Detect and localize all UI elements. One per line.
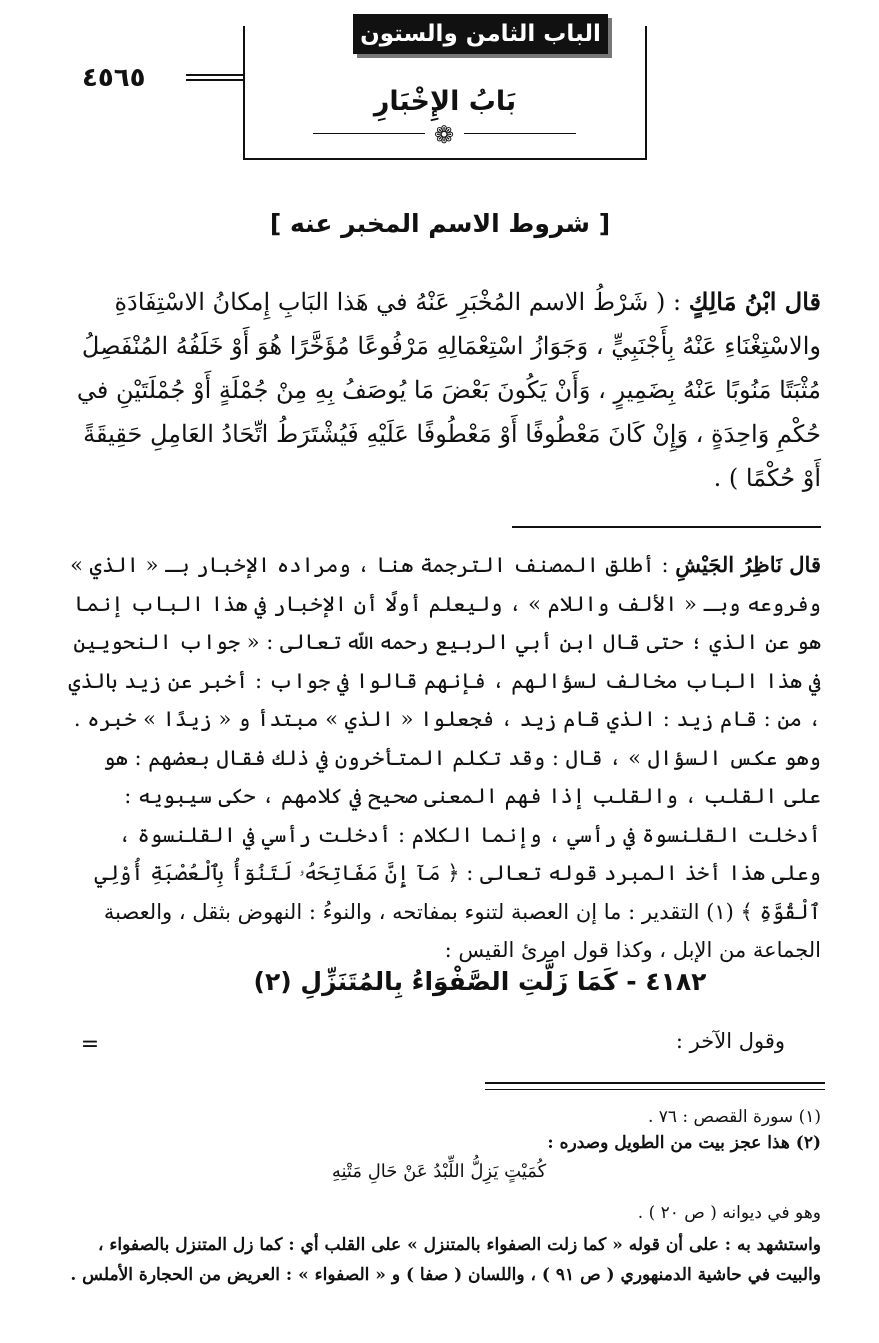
matn-text: : ( شَرْطُ الاسم المُخْبَرِ عَنْهُ في هَذا البَابِ إِمكانُ الاسْتِفَادَةِ والاسْتِغْنَاءِ عَنْهُ بِأَجْنَبِيٍّ ، وَجَوَازُ اسْتِعْمَالِهِ مَرْفُوعًا مُؤَخَّرًا هُوَ أَوْ خَلَفُهُ المُنْفَصِلُ مُثْبَتًا مَنُوبًا عَنْهُ بِضَمِيرٍ ، وَأَنْ يَكُونَ بَعْضَ مَا يُوصَفُ بِهِ مِنْ جُمْلَةٍ أَوْ جُمْلَتَيْنِ في حُكْمِ وَاحِدَةٍ ، وَإِنْ كَانَ مَعْطُوفًا أَوْ مَعْطُوفًا عَلَيْهِ فَيُشْتَرَطُ اتِّحَادُ العَامِلِ حَقِيقَةً أَوْ حُكْمًا ) . — [76, 288, 821, 492]
page-number-rule — [186, 79, 243, 81]
page-number: ٤٥٦٥ — [82, 63, 146, 93]
continuation-line: وقول الآخر : — [675, 1029, 785, 1053]
footnote: واستشهد به : على أن قوله « كما زلت الصفواء بالمتنزل » على القلب أي : كما زل المتنزل بالصفواء ، — [97, 1235, 821, 1255]
footnote: (١) سورة القصص : ٧٦ . — [647, 1107, 821, 1127]
footnote: والبيت في حاشية الدمنهوري ( ص ٩١ ) ، واللسان ( صفا ) و « الصفواء » : العريض من الحجارة الأملس . — [70, 1265, 821, 1285]
matn-speaker: قال ابْنُ مَالِكٍ — [688, 287, 821, 316]
section-title: [ شروط الاسم المخبر عنه ] — [269, 209, 611, 238]
chapter-label: الباب الثامن والستون — [353, 14, 608, 54]
footnote: (٢) هذا عجز بيت من الطويل وصدره : — [547, 1133, 821, 1153]
footnote-verse: كُمَيْتٍ يَزِلُّ اللِّبْدُ عَنْ حَالِ مَتْنِهِ — [331, 1161, 547, 1182]
matn-paragraph — [65, 280, 821, 500]
footnote: وهو في ديوانه ( ص ٢٠ ) . — [637, 1203, 821, 1223]
sharh-paragraph — [65, 546, 821, 970]
footnote-rule — [485, 1089, 825, 1090]
chapter-title: بَابُ الإِخْبَارِ — [373, 86, 517, 117]
ornament-rule — [464, 133, 576, 134]
matn-separator-rule — [512, 526, 821, 528]
flower-ornament-icon: ❁ — [433, 121, 455, 149]
page-number-rule — [186, 74, 243, 76]
verse-line: ٤١٨٢ - كَمَا زَلَّتِ الصَّفْوَاءُ بِالمُتَنَزِّلِ (٢) — [253, 967, 707, 996]
sharh-speaker: قال نَاظِرُ الجَيْشِ — [675, 552, 821, 577]
sharh-text: : أطلق المصنف الترجمة هنا ، ومراده الإخبار بـ « الذي » وفروعه وبـ « الألف واللام » ، وليعلم أولًا أن الإخبار في هذا الباب إنما هو عن الذي ؛ حتى قال ابن أبي الربيع رحمه اللّه تعالى : « جواب النحويين في هذا الباب مخالف لسؤالهم ، فإنهم قالوا في جواب : أخبر عن زيد بالذي ، من : قام زيد : الذي قام زيد ، فجعلوا « الذي » مبتدأ و « زيدًا » خبره . وهو عكس السؤال » ، قال : وقد تكلم المتأخرون في ذلك فقال بعضهم : هو على القلب ، والقلب إذا فهم المعنى صحيح في كلامهم ، حكى سيبويه : أدخلت القلنسوة في رأسي ، وإنما الكلام : أدخلت رأسي في القلنسوة ، وعلى هذا أخذ المبرد قوله تعالى : ﴿ مَآ إِنَّ مَفَاتِحَهُۥ لَتَنُوٓأُ بِٱلْعُصْبَةِ أُوْلِي ٱلْقُوَّةِ ﴾ (١) التقدير : ما إن العصبة لتنوء بمفاتحه ، والنوءُ : النهوض بثقل ، والعصبة الجماعة من الإبل ، وكذا قول امرئ القيس : — [68, 553, 821, 962]
margin-mark: = — [80, 1032, 100, 1057]
footnote-rule — [485, 1082, 825, 1084]
ornament-rule — [313, 133, 425, 134]
